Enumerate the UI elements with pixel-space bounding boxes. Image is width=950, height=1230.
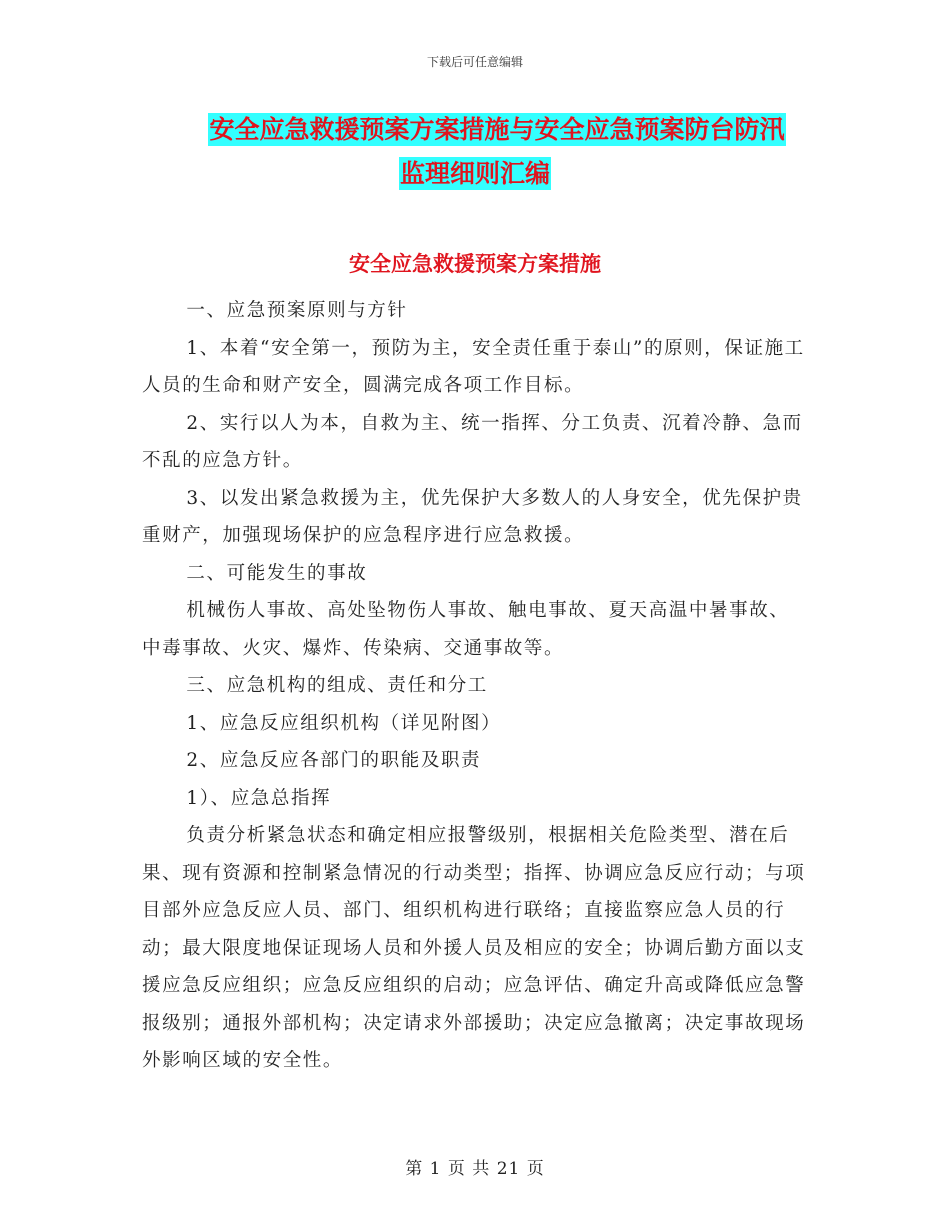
paragraph-commander-duties: 负责分析紧急状态和确定相应报警级别，根据相关危险类型、潜在后果、现有资源和控制紧急情况的行动类型；指挥、协调应急反应行动；与项目部外应急反应人员、部门、组织机构进行联络；直接监察应急人员的行动；最大限度地保证现场人员和外援人员及相应的安全；协调后勤方面以支援应急反应组织；应急反应组织的启动；应急评估、确定升高或降低应急警报级别；通报外部机构；决定请求外部援助；决定应急撤离；决定事故现场外影响区域的安全性。 (142, 825, 806, 1071)
paragraph-organization-1: 1、应急反应组织机构（详见附图） (186, 712, 502, 734)
page-footer: 第 1 页 共 21 页 (405, 1159, 545, 1179)
section-title: 安全应急救援预案方案措施 (349, 251, 601, 276)
document-title-text-2: 监理细则汇编 (399, 159, 550, 188)
paragraph-accidents: 机械伤人事故、高处坠物伤人事故、触电事故、夏天高温中暑事故、中毒事故、火灾、爆炸、传染病、交通事故等。 (142, 600, 790, 659)
document-title-line-1 (22, 113, 950, 147)
document-title-line-2 (0, 157, 950, 191)
heading-principles: 一、应急预案原则与方针 (186, 300, 408, 321)
paragraph-principle-3: 3、以发出紧急救援为主，优先保护大多数人的人身安全，优先保护贵重财产，加强现场保护的应急程序进行应急救援。 (142, 487, 803, 546)
header-note: 下载后可任意编辑 (426, 55, 523, 69)
paragraph-organization-2: 2、应急反应各部门的职能及职责 (186, 750, 482, 771)
document-title-text-1: 安全应急救援预案方案措施与安全应急预案防台防汛 (209, 115, 785, 144)
paragraph-principle-2: 2、实行以人为本，自救为主、统一指挥、分工负责、沉着冷静、急而不乱的应急方针。 (142, 412, 803, 471)
heading-accidents: 二、可能发生的事故 (186, 562, 368, 584)
document-body (142, 292, 808, 1080)
paragraph-principle-1: 1、本着“安全第一，预防为主，安全责任重于泰山”的原则，保证施工人员的生命和财产安全，圆满完成各项工作目标。 (142, 337, 805, 396)
heading-commander: 1）、应急总指挥 (186, 787, 332, 809)
heading-organization: 三、应急机构的组成、责任和分工 (186, 675, 488, 696)
